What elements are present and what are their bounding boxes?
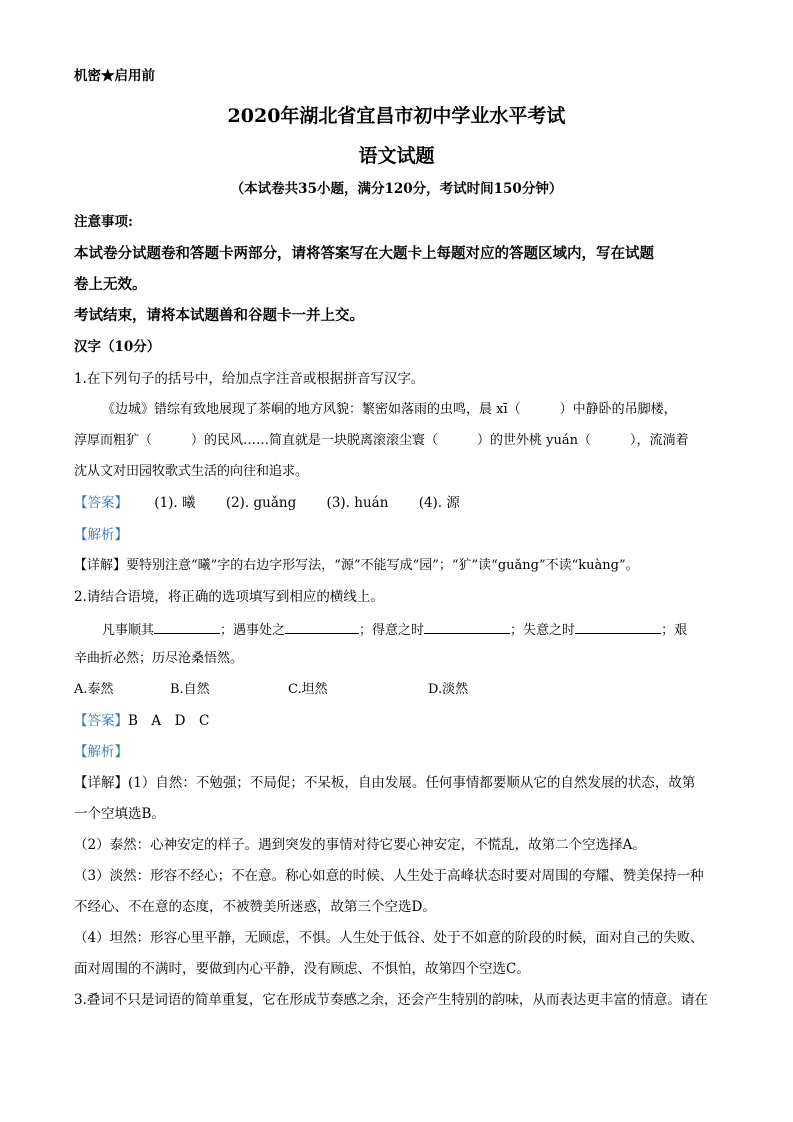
question-prompt: 2.请结合语境，将正确的选项填写到相应的横线上。 — [74, 589, 384, 605]
answer-text: B A D C — [128, 713, 210, 729]
detail-text: （3）淡然：形容不经心；不在意。称心如意的时候、人生处于高峰状态时要对周围的夸耀、赞美保持一种 — [74, 868, 704, 884]
detail-text: （2）泰然：心神安定的样子。遇到突发的事情对待它要心神安定，不慌乱，故第二个空选择A。 — [74, 837, 646, 853]
subject-title: 语文试题 — [358, 145, 435, 167]
text-fragment: 凡事顺其 — [102, 623, 155, 638]
exam-info: （本试卷共35小题，满分120分，考试时间150分钟） — [230, 181, 563, 197]
detail-text: （4）坦然：形容心里平静，无顾虑，不惧。人生处于低谷、处于不如意的阶段的时候，面对自己的失败、 — [74, 930, 704, 946]
question-text — [74, 619, 723, 640]
notice-line: 本试卷分试题卷和答题卡两部分，请将答案写在大题卡上每题对应的答题区域内，写在试题 — [74, 245, 654, 262]
section-heading: 汉字（10分） — [74, 339, 161, 355]
question-text: 《边城》错综有致地展现了茶峒的地方风貌：繁密如落雨的虫鸣，晨 xī（ ）中静卧的吊脚楼， — [102, 402, 677, 417]
text-fragment: ；得意之时 — [359, 623, 425, 638]
notice-line: 卷上无效。 — [74, 276, 147, 293]
blank-3 — [424, 619, 510, 634]
option-d: D.淡然 — [428, 682, 469, 697]
secrecy-label: 机密★启用前 — [74, 68, 155, 84]
detail-text: 一个空填选B。 — [74, 806, 165, 822]
blank-1 — [154, 619, 220, 634]
answer-row — [74, 712, 723, 730]
detail-text: 【详解】(1）自然：不勉强；不局促；不呆板，自由发展。任何事情都要顺从它的自然发展的状态，故第 — [74, 775, 696, 791]
exam-title: 2020年湖北省宜昌市初中学业水平考试 — [227, 105, 566, 127]
analysis-label: 【解析】 — [74, 527, 128, 543]
answer-row — [74, 494, 723, 512]
option-a: A.泰然 — [74, 682, 114, 697]
question-text: 辛曲折必然；历尽沧桑悟然。 — [74, 651, 244, 666]
text-fragment: ；失意之时 — [510, 623, 576, 638]
option-b: B.自然 — [170, 682, 210, 697]
question-text: 淳厚而粗犷（ ）的民风……简直就是一块脱离滚滚尘寰（ ）的世外桃 yuán（ ），流淌着 — [74, 433, 689, 448]
question-prompt: 1.在下列句子的括号中，给加点字注音或根据拼音写汉字。 — [74, 371, 425, 387]
analysis-label: 【解析】 — [74, 744, 128, 760]
detail-text: 面对周围的不满时，要做到内心平静，没有顾虑、不惧怕，故第四个空选C。 — [74, 961, 530, 977]
notice-heading: 注意事项: — [74, 214, 133, 230]
text-fragment: ；遇事处之 — [220, 623, 286, 638]
blank-2 — [285, 619, 359, 634]
question-text: 沈从文对田园牧歌式生活的向往和追求。 — [74, 464, 309, 479]
answer-item: (3). huán — [326, 495, 389, 511]
text-fragment: ；艰 — [661, 623, 688, 638]
question-prompt: 3.叠词不只是词语的简单重复，它在形成节奏感之余，还会产生特别的韵味，从而表达更丰富的情意。请在 — [74, 992, 708, 1008]
option-c: C.坦然 — [288, 682, 328, 697]
answer-label: 【答案】 — [74, 495, 128, 511]
answer-item: (2). guǎng — [225, 495, 297, 511]
detail-text: 不经心、不在意的态度，不被赞美所迷惑，故第三个空选D。 — [74, 899, 436, 915]
answer-label: 【答案】 — [74, 713, 128, 729]
blank-4 — [575, 619, 661, 634]
answer-item: (1). 曦 — [154, 495, 196, 511]
notice-line: 考试结束，请将本试题兽和谷题卡一并上交。 — [74, 307, 364, 324]
detail-text: 【详解】要特别注意“曦”字的右边字形写法，“源”不能写成“园”；“犷”读“guǎng”不读“kuàng”。 — [74, 558, 639, 573]
answer-item: (4). 源 — [418, 495, 460, 511]
